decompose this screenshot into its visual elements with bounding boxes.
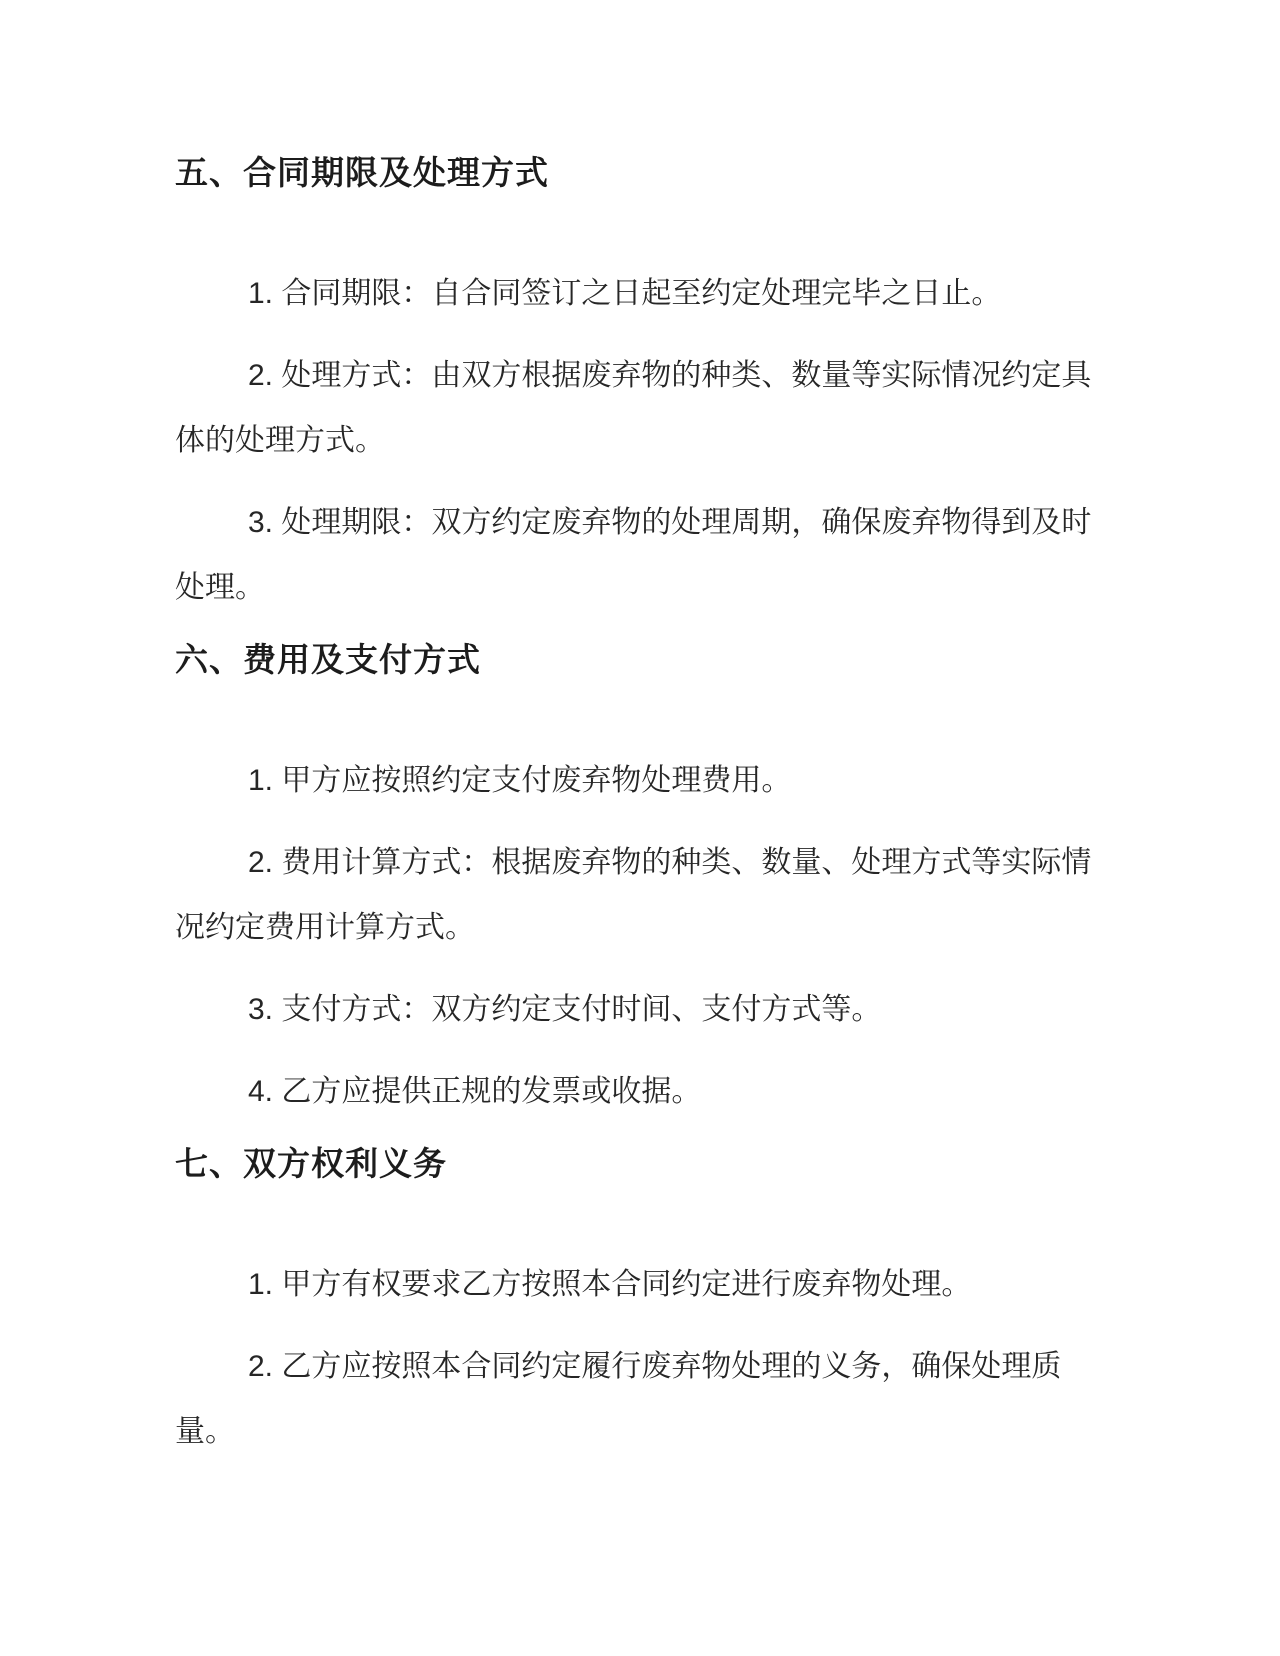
contract-clause: 4. 乙方应提供正规的发票或收据。 — [248, 1075, 702, 1108]
contract-clause: 3. 处理期限：双方约定废弃物的处理周期，确保废弃物得到及时处理。 — [175, 506, 1092, 604]
contract-clause: 2. 乙方应按照本合同约定履行废弃物处理的义务，确保处理质量。 — [175, 1350, 1062, 1448]
contract-section-5 — [175, 150, 1105, 620]
contract-clause: 2. 处理方式：由双方根据废弃物的种类、数量等实际情况约定具体的处理方式。 — [175, 359, 1092, 457]
contract-section-7 — [175, 1141, 1105, 1464]
contract-section-6 — [175, 637, 1105, 1124]
contract-clause: 3. 支付方式：双方约定支付时间、支付方式等。 — [248, 993, 882, 1026]
section-heading: 七、双方权利义务 — [175, 1145, 447, 1182]
contract-clause: 2. 费用计算方式：根据废弃物的种类、数量、处理方式等实际情况约定费用计算方式。 — [175, 846, 1092, 944]
contract-clause: 1. 甲方应按照约定支付废弃物处理费用。 — [248, 764, 792, 797]
contract-clause: 1. 合同期限：自合同签订之日起至约定处理完毕之日止。 — [248, 277, 1002, 310]
contract-clause: 1. 甲方有权要求乙方按照本合同约定进行废弃物处理。 — [248, 1268, 972, 1301]
section-heading: 五、合同期限及处理方式 — [175, 154, 549, 191]
section-heading: 六、费用及支付方式 — [175, 641, 481, 678]
